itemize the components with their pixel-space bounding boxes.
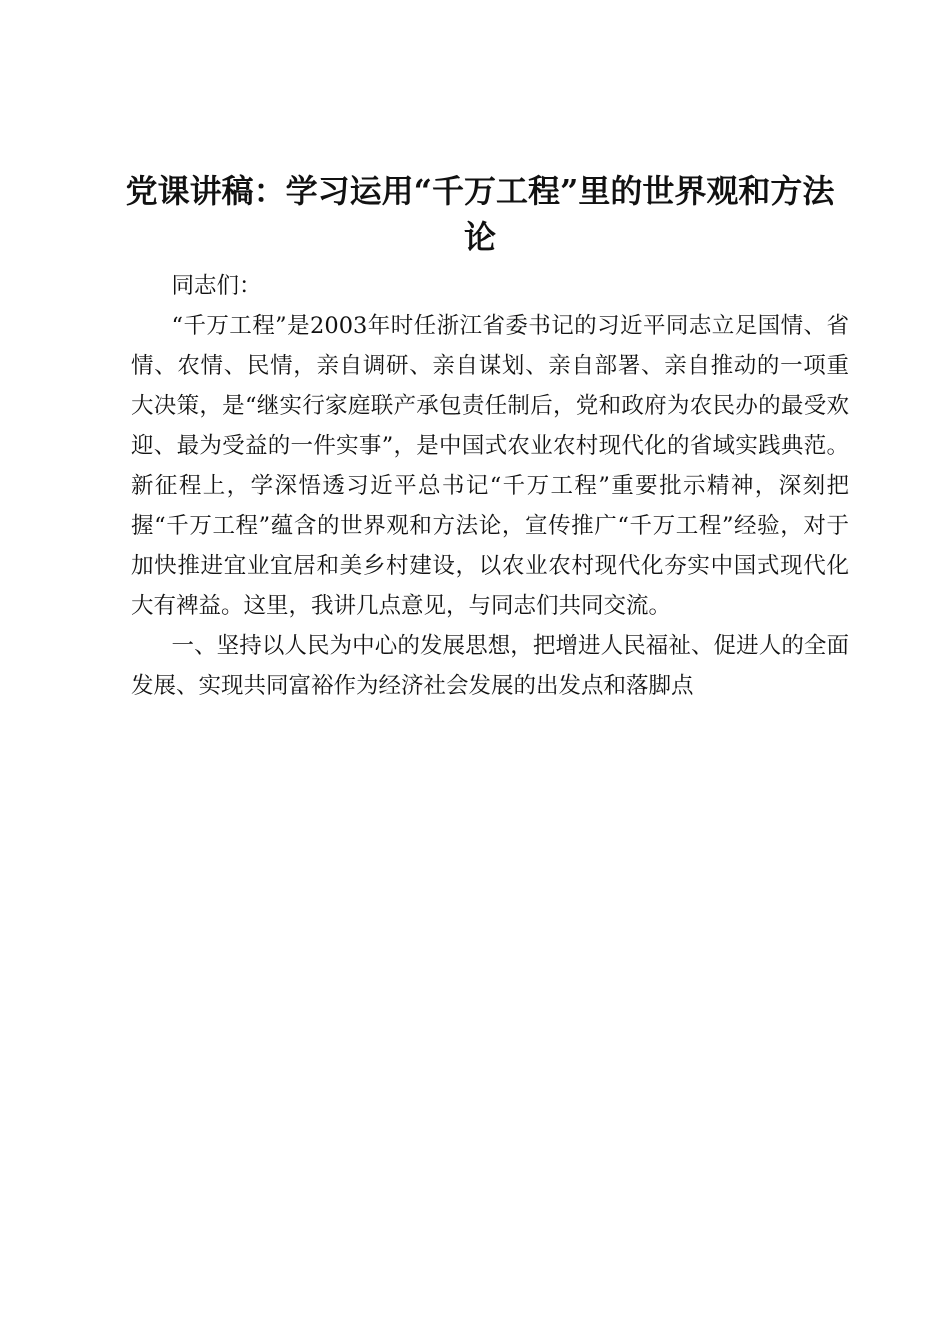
- salutation: 同志们：: [171, 273, 262, 299]
- section-heading: 一、坚持以人民为中心的发展思想，把增进人民福祉、促进人的全面发展、实现共同富裕作为经济社会发展的出发点和落脚点: [131, 633, 849, 699]
- paragraph: “千万工程”是2003年时任浙江省委书记的习近平同志立足国情、省情、农情、民情，亲自调研、亲自谋划、亲自部署、亲自推动的一项重大决策，是“继实行家庭联产承包责任制后，党和政府为农民办的最受欢迎、最为受益的一件实事”，是中国式农业农村现代化的省域实践典范。新征程上，学深悟透习近平总书记“千万工程”重要批示精神，深刻把握“千万工程”蕴含的世界观和方法论，宣传推广“千万工程”经验，对于加快推进宜业宜居和美乡村建设，以农业农村现代化夯实中国式现代化大有裨益。这里，我讲几点意见，与同志们共同交流。: [131, 313, 849, 619]
- document-title: 党课讲稿：学习运用“千万工程”里的世界观和方法论: [125, 172, 835, 256]
- document-body: [131, 266, 849, 706]
